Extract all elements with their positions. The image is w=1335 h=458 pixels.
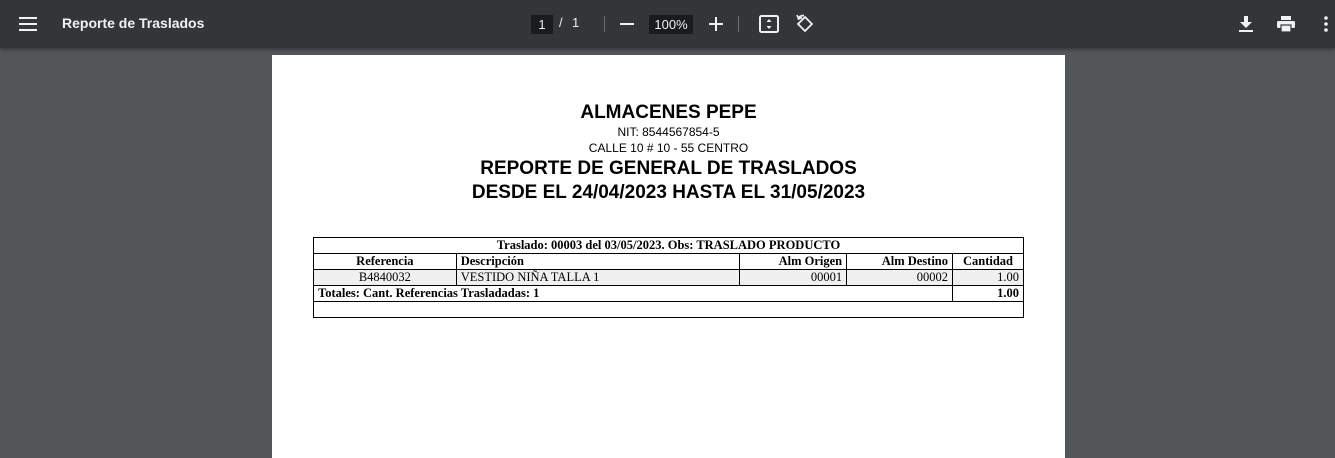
fit-to-page-button[interactable]: [753, 8, 785, 40]
document-title: Reporte de Traslados: [62, 15, 205, 31]
column-header: Alm Destino: [847, 254, 953, 270]
report-title: REPORTE DE GENERAL DE TRASLADOS: [480, 158, 857, 179]
menu-button[interactable]: [12, 8, 44, 40]
zoom-level-input[interactable]: 100%: [649, 15, 693, 34]
company-name: ALMACENES PEPE: [580, 102, 757, 123]
column-header: Alm Origen: [740, 254, 847, 270]
report-date-range: DESDE EL 24/04/2023 HASTA EL 31/05/2023: [471, 182, 866, 203]
toolbar-divider: [604, 16, 605, 32]
page-total: 1: [572, 15, 580, 30]
page-separator: /: [559, 15, 563, 30]
page-number-input[interactable]: 1: [531, 15, 553, 34]
print-icon: [1277, 16, 1295, 32]
table-group-header-row: [314, 238, 1024, 254]
transfers-table: [313, 237, 1024, 318]
table-header-row: [314, 254, 1024, 270]
zoom-in-button[interactable]: [700, 8, 732, 40]
cell-quantity: 1.00: [953, 270, 1024, 286]
transfer-header: Traslado: 00003 del 03/05/2023. Obs: TRASLADO PRODUCTO: [314, 238, 1024, 254]
minus-icon: [620, 17, 634, 31]
totals-label: Totales: Cant. Referencias Trasladadas: 1: [314, 286, 953, 302]
column-header: Referencia: [314, 254, 457, 270]
totals-value: 1.00: [953, 286, 1024, 302]
fit-page-icon: [759, 15, 779, 33]
company-address: CALLE 10 # 10 - 55 CENTRO: [588, 141, 749, 155]
rotate-icon: [795, 14, 815, 34]
cell-origin-warehouse: 00001: [740, 270, 847, 286]
download-icon: [1239, 16, 1253, 32]
cell-destination-warehouse: 00002: [847, 270, 953, 286]
plus-icon: [709, 17, 723, 31]
column-header: Cantidad: [953, 254, 1024, 270]
zoom-out-button[interactable]: [611, 8, 643, 40]
company-nit: NIT: 8544567854-5: [617, 125, 720, 139]
rotate-button[interactable]: [789, 8, 821, 40]
pdf-toolbar: [0, 0, 1335, 48]
more-vert-icon: [1324, 16, 1328, 32]
empty-cell: [314, 302, 1024, 318]
download-button[interactable]: [1230, 8, 1262, 40]
pdf-page: [272, 55, 1065, 458]
table-totals-row: [314, 286, 1024, 302]
more-actions-button[interactable]: [1310, 8, 1335, 40]
hamburger-menu-icon: [19, 17, 37, 31]
cell-description: VESTIDO NIÑA TALLA 1: [456, 270, 740, 286]
cell-reference: B4840032: [314, 270, 457, 286]
table-row: [314, 270, 1024, 286]
toolbar-divider: [738, 16, 739, 32]
column-header: Descripción: [456, 254, 740, 270]
print-button[interactable]: [1270, 8, 1302, 40]
table-empty-row: [314, 302, 1024, 318]
